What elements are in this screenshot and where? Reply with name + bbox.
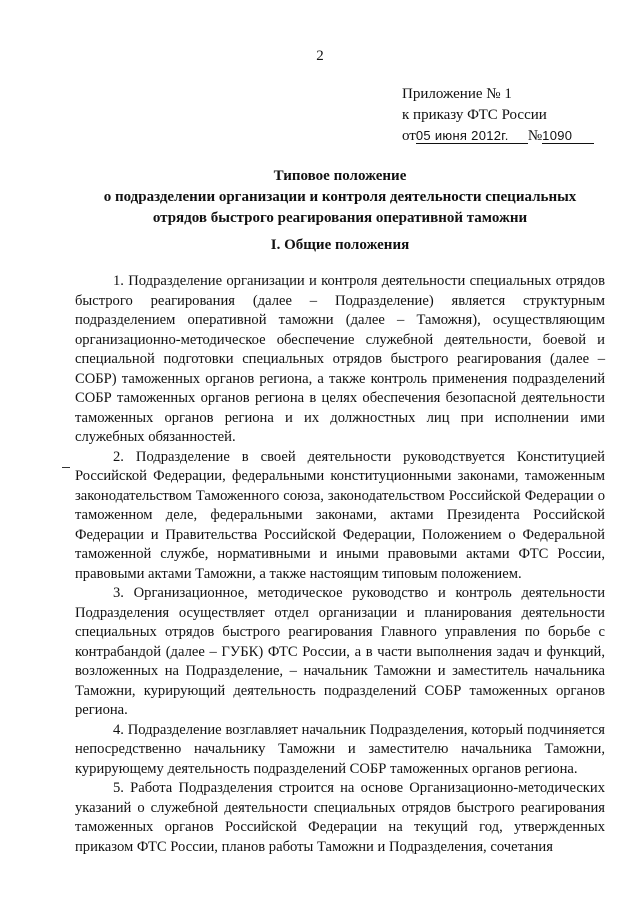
document-body <box>75 272 605 857</box>
appendix-block <box>402 84 594 147</box>
appendix-number-sign: № <box>527 128 543 144</box>
page-number: 2 <box>316 48 324 64</box>
appendix-date-prefix: от <box>402 128 416 144</box>
document-title <box>60 166 620 229</box>
title-line-1: Типовое положение <box>273 168 407 184</box>
paragraph-1: 1. Подразделение организации и контроля деятельности специальных отрядов быстрого реагирования (далее – Подразделение) является структурным подразделением оперативной таможни (далее – Таможня), осуществляющим организационно-методическое обеспечение служебной деятельности, боевой и специальной подготовки специальных отрядов быстрого реагирования (далее – СОБР) таможенных органов региона, а также контроль применения подразделений СОБР таможенных органов региона в целях обеспечения безопасной деятельности таможенных органов региона и их должностных лиц при исполнении ими служебных обязанностей. <box>75 273 605 445</box>
paragraph-4: 4. Подразделение возглавляет начальник Подразделения, который подчиняется непосредственно начальнику Таможни и заместителю начальника Таможни, курирующему деятельность подразделений СОБР таможенных органов региона. <box>75 721 605 777</box>
appendix-title: Приложение № 1 <box>402 86 512 102</box>
section-heading: I. Общие положения <box>270 237 410 253</box>
appendix-order-number: 1090 <box>542 128 594 144</box>
margin-dash-mark <box>62 467 70 468</box>
appendix-date: 05 июня 2012г. <box>416 128 528 144</box>
paragraph-2: 2. Подразделение в своей деятельности руководствуется Конституцией Российской Федерации, федеральными конституционными законами, таможенным законодательством Таможенного союза, законодательством Российской Федерации о таможенном деле, федеральными законами, актами Президента Российской Федерации и Правительства Российской Федерации, Положением о Федеральной таможенной службе, нормативными и иными правовыми актами ФТС России, правовыми актами Таможни, а также настоящим типовым положением. <box>75 448 605 582</box>
paragraph-3: 3. Организационное, методическое руководство и контроль деятельности Подразделения осуществляет отдел организации и планирования деятельности специальных отрядов быстрого реагирования Главного управления по борьбе с контрабандой (далее – ГУБК) ФТС России, а в части выполнения задач и функций, возложенных на Подразделение, – начальник Таможни и заместитель начальника Таможни, курирующий деятельность подразделений СОБР таможенных органов региона. <box>75 585 605 718</box>
paragraph-5: 5. Работа Подразделения строится на основе Организационно-методических указаний о служебной деятельности специальных отрядов быстрого реагирования таможенных органов Российской Федерации на текущий год, утвержденных приказом ФТС России, планов работы Таможни и Подразделения, сочетания <box>75 780 605 855</box>
title-line-2: о подразделении организации и контроля деятельности специальных <box>103 189 577 205</box>
title-line-3: отрядов быстрого реагирования оперативной таможни <box>152 210 528 226</box>
appendix-order-reference: к приказу ФТС России <box>402 107 547 123</box>
appendix-date-line <box>402 126 594 147</box>
